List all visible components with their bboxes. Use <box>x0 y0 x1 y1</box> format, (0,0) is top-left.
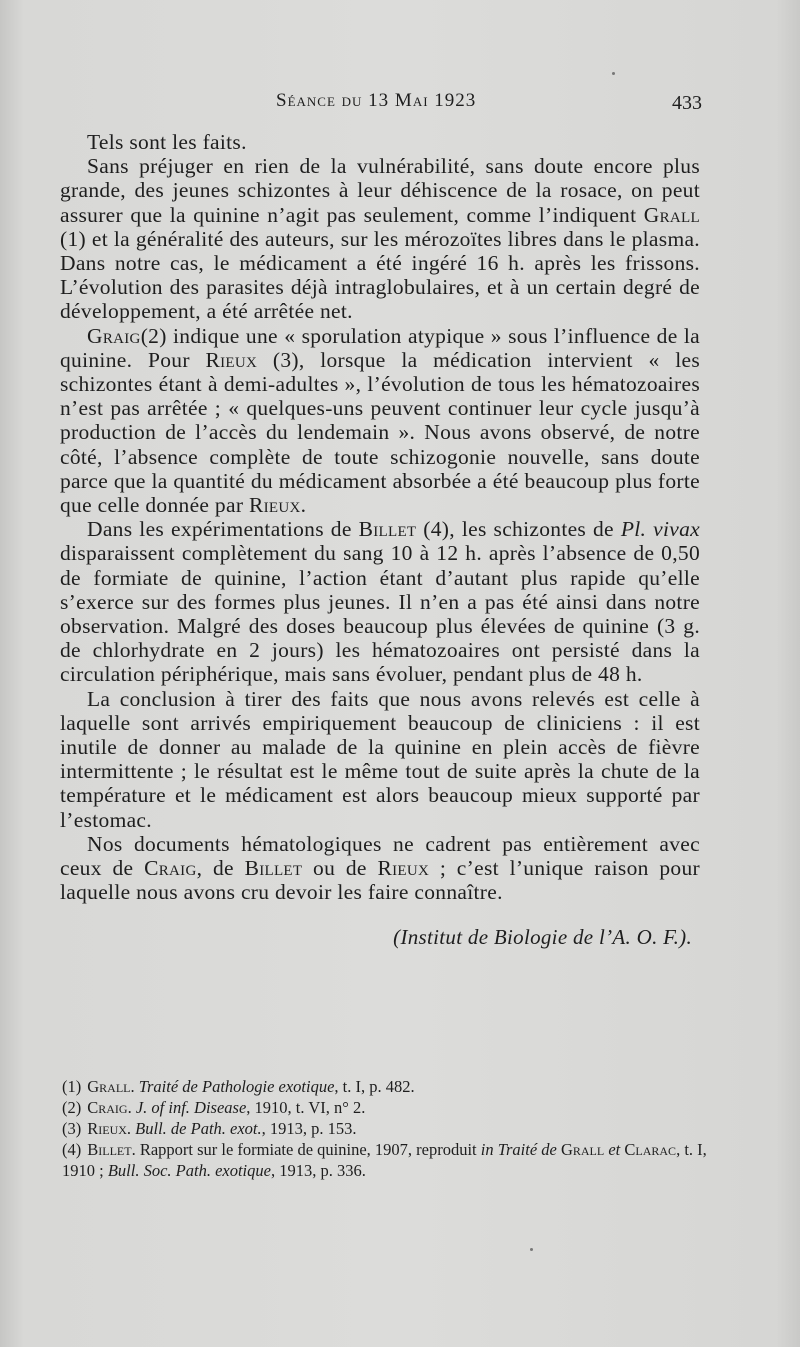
paragraph-text: , de <box>196 856 245 881</box>
footnote-text: Rapport sur le formiate de quinine, 1907, reproduit <box>135 1140 481 1159</box>
species-name: Pl. vivax <box>620 517 700 542</box>
paragraph-text: Dans les expérimentations de <box>87 517 359 542</box>
paragraph-text: ; c’est l’unique raison pour laquelle nous avons cru devoir les faire connaître. <box>60 856 700 905</box>
paragraph-text: ou de <box>302 856 378 881</box>
footnote-author: Grall <box>560 1140 605 1159</box>
paragraph <box>60 687 700 832</box>
author-name: Rieux <box>377 856 430 881</box>
footnote-text: , 1910, t. VI, n° 2. <box>246 1098 366 1117</box>
author-name: Rieux <box>248 493 301 518</box>
paragraph-text: (3), lorsque la médication intervient « les schizontes étant à demi-adultes », l’évolution de tous les hématozoaires n’est pas arrêtée ; « quelques-uns peuvent continuer leur cycle jusqu’à production de l’accès du lendemain ». Nous avons observé, de notre côté, l’absence complète de toute schizogonie nouvelle, sans doute parce que la quantité du médicament absorbée a été beaucoup plus forte que celle donnée par <box>60 347 700 518</box>
footnote-author: Craig. <box>87 1098 132 1117</box>
speck <box>612 72 615 75</box>
author-name: Billet <box>358 517 417 542</box>
footnote <box>62 1118 712 1139</box>
paragraph-text: disparaissent complètement du sang 10 à 12 h. après l’absence de 0,50 de formiate de quinine, l’action étant d’autant plus rapide qu’elle s’exerce sur des formes plus jeunes. Il n’en a pas été ainsi dans notre observation. Malgré des doses beaucoup plus élevées de quinine (3 g. de chlorhydrate en 2 jours) les hématozoaires ont persisté dans la circulation périphérique, mais sans évoluer, pendant plus de 48 h. <box>60 541 700 687</box>
footnote-number: (1) <box>62 1077 82 1096</box>
page-header <box>0 90 800 118</box>
footnote-text: , t. I, p. 482. <box>334 1077 415 1096</box>
footnote-number: (3) <box>62 1119 82 1138</box>
paragraph-text: . <box>300 493 307 518</box>
footnote <box>62 1139 712 1181</box>
page-number: 433 <box>672 92 702 114</box>
footnote-title: in Traité de <box>480 1140 557 1159</box>
footnote <box>62 1097 712 1118</box>
footnote-text: , 1913, p. 336. <box>270 1161 366 1180</box>
speck <box>530 1248 533 1251</box>
paragraph <box>60 517 700 686</box>
paragraph-text: (1) et la généralité des auteurs, sur les mérozoïtes libres dans le plasma. Dans notre cas, le médicament a été ingéré 16 h. après les frissons. L’évolution des parasites déjà intraglobulaires, et à un certain degré de développement, a été arrêtée net. <box>60 226 700 324</box>
paragraph <box>60 154 700 323</box>
paragraph-text: La conclusion à tirer des faits que nous avons relevés est celle à laquelle sont arrivés empiriquement beaucoup de cliniciens : il est inutile de donner au malade de la quinine en plein accès de fièvre intermittente ; le résultat est le même tout de suite après la chute de la température et le médicament est alors beaucoup mieux supporté par l’estomac. <box>60 686 700 832</box>
footnote-title: J. of inf. Disease <box>135 1098 247 1117</box>
footnote-author: Clarac <box>624 1140 677 1159</box>
footnote-title: Bull. Soc. Path. exotique <box>107 1161 271 1180</box>
institution-signature: (Institut de Biologie de l’A. O. F.). <box>393 924 692 949</box>
paragraph-text: Nos documents hématologiques ne cadrent pas entièrement avec ceux de <box>60 831 700 881</box>
footnote-title: Bull. de Path. exot. <box>135 1119 262 1138</box>
paragraph <box>60 324 700 518</box>
footnote-title: Traité de Pathologie exotique <box>138 1077 335 1096</box>
footnote-number: (4) <box>62 1140 82 1159</box>
paragraph-text: (2) indique une « sporulation atypique » sous l’influence de la quinine. Pour <box>60 323 700 372</box>
footnote-number: (2) <box>62 1098 82 1117</box>
author-name: Rieux <box>205 347 258 372</box>
footnote-text: , 1913, p. 153. <box>261 1119 357 1138</box>
paragraph-text: Sans préjuger en rien de la vulnérabilité, sans doute encore plus grande, des jeunes schizontes à leur déhiscence de la rosace, on peut assurer que la quinine n’agit pas seulement, comme l’indiquent <box>60 154 700 227</box>
footnotes <box>62 1076 712 1181</box>
paragraph-text: (4), les schizontes de <box>416 517 621 542</box>
footnote-text: , t. I, 1910 ; <box>62 1140 707 1180</box>
footnote-author: Rieux. <box>87 1119 132 1138</box>
running-head: Séance du 13 Mai 1923 <box>276 90 477 111</box>
footnote-author: Grall. <box>87 1077 135 1096</box>
paragraph <box>60 130 700 154</box>
paragraph <box>60 832 700 905</box>
footnote-author: Billet. <box>87 1140 136 1159</box>
footnote <box>62 1076 712 1097</box>
author-name: Craig <box>144 856 197 881</box>
footnote-text: et <box>604 1140 625 1159</box>
author-name: Grall <box>643 202 700 227</box>
body-text <box>60 130 700 949</box>
author-name: Graig <box>87 323 141 348</box>
paragraph-text: Tels sont les faits. <box>87 130 247 154</box>
author-name: Billet <box>244 856 303 881</box>
